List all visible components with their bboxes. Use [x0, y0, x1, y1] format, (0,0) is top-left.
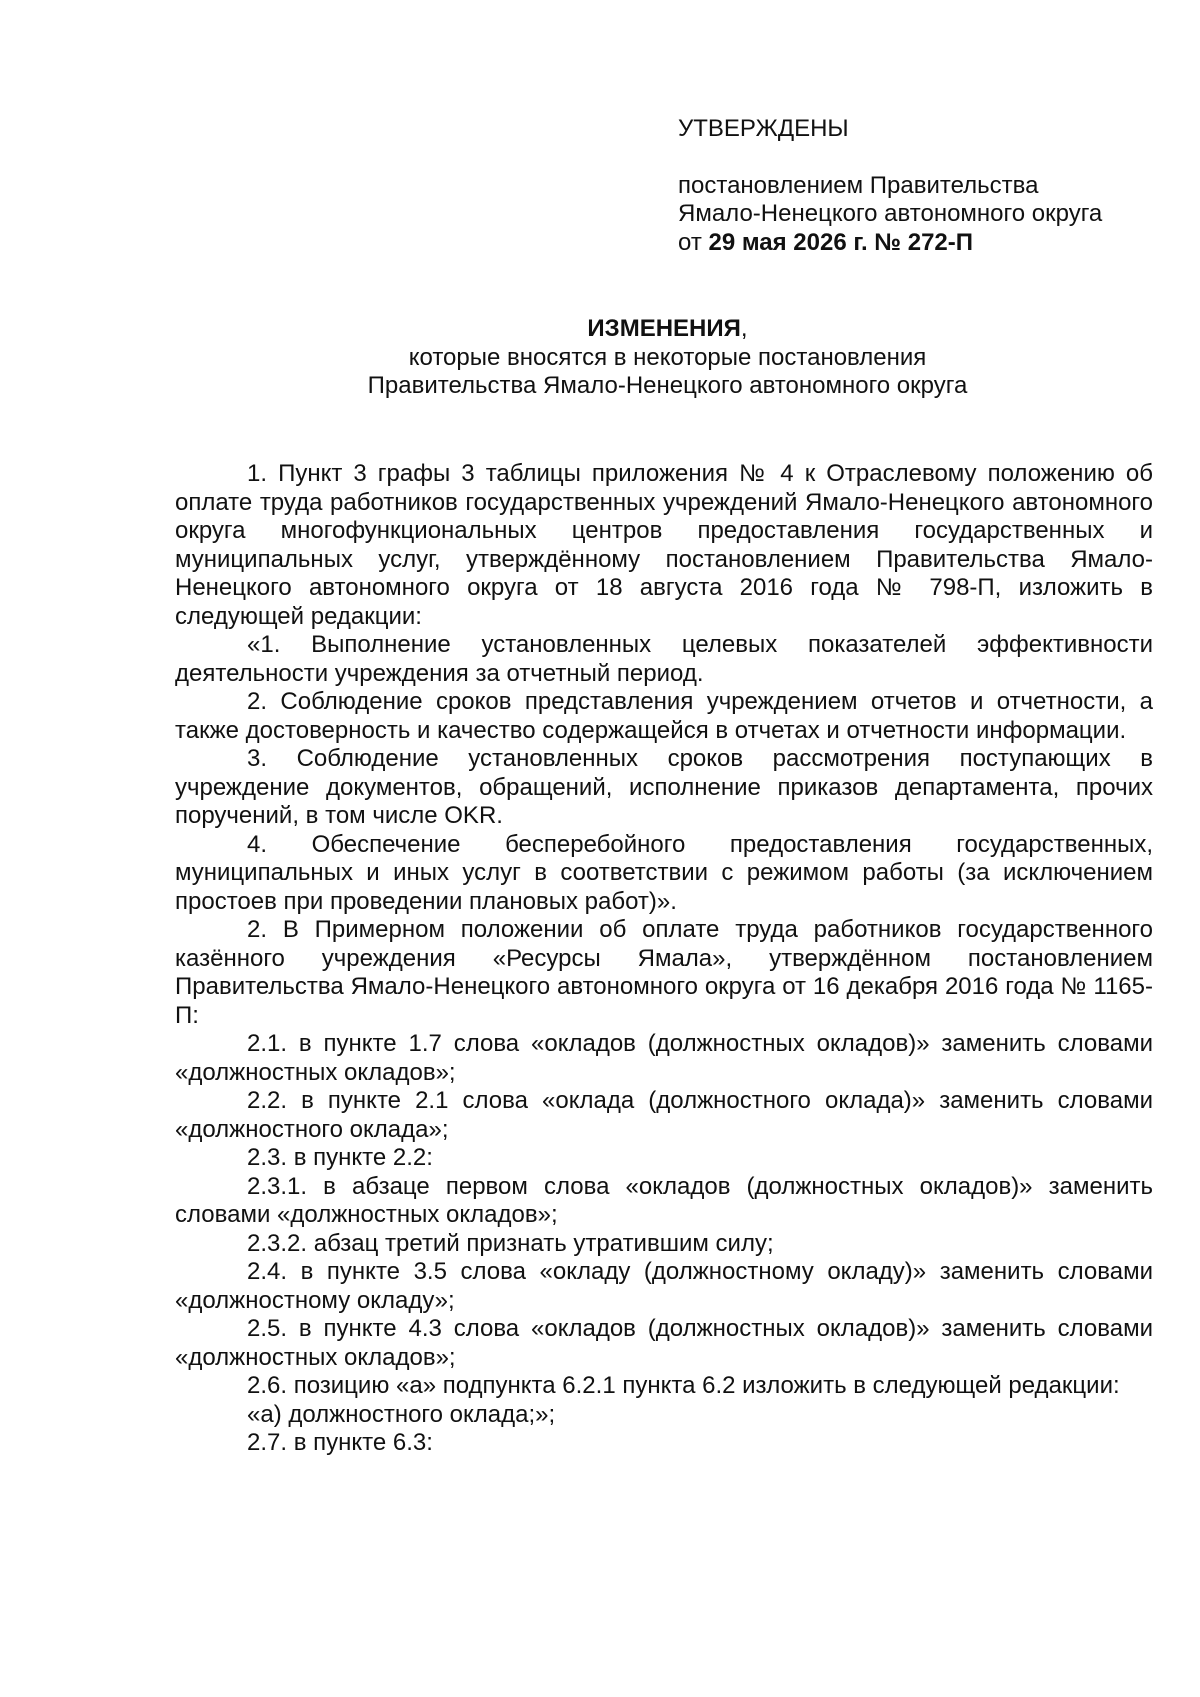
document-title: ИЗМЕНЕНИЯ — [587, 315, 741, 342]
document-title-line — [175, 315, 1160, 344]
document-body — [175, 460, 1153, 1458]
paragraph: 2.3.1. в абзаце первом слова «окладов (должностных окладов)» заменить словами «должностных окладов»; — [175, 1172, 1153, 1228]
paragraph: 2. Соблюдение сроков представления учреждением отчетов и отчетности, а также достоверность и качество содержащейся в отчетах и отчетности информации. — [175, 688, 1153, 744]
paragraph: 2.4. в пункте 3.5 слова «окладу (должностному окладу)» заменить словами «должностному окладу»; — [175, 1258, 1153, 1314]
paragraph: 2.5. в пункте 4.3 слова «окладов (должностных окладов)» заменить словами «должностных окладов»; — [175, 1315, 1153, 1371]
paragraph: 2.1. в пункте 1.7 слова «окладов (должностных окладов)» заменить словами «должностных окладов»; — [175, 1030, 1153, 1086]
approval-stamp — [678, 115, 1158, 257]
paragraph: «а) должностного оклада;»; — [247, 1400, 556, 1428]
approval-date-prefix: от — [678, 228, 702, 256]
paragraph: 4. Обеспечение бесперебойного предоставления государственных, муниципальных и иных услуг в соответствии с режимом работы (за исключением простоев при проведении плановых работ)». — [175, 830, 1153, 915]
paragraph: 2.6. позицию «а» подпункта 6.2.1 пункта 6.2 изложить в следующей редакции: — [247, 1372, 1120, 1399]
paragraph: «1. Выполнение установленных целевых показателей эффективности деятельности учреждения за отчетный период. — [175, 631, 1153, 687]
approval-line-1: постановлением Правительства — [678, 171, 1039, 199]
paragraph: 2.3.2. абзац третий признать утратившим силу; — [247, 1229, 774, 1257]
approval-title: УТВЕРЖДЕНЫ — [678, 115, 849, 142]
document-subtitle-1: которые вносятся в некоторые постановления — [408, 343, 927, 371]
paragraph: 3. Соблюдение установленных сроков рассмотрения поступающих в учреждение документов, обращений, исполнение приказов департамента, прочих поручений, в том числе OKR. — [175, 745, 1153, 829]
paragraph: 2.2. в пункте 2.1 слова «оклада (должностного оклада)» заменить словами «должностного оклада»; — [175, 1087, 1153, 1143]
approval-date-line — [678, 229, 1158, 258]
paragraph: 2.7. в пункте 6.3: — [247, 1429, 433, 1456]
approval-line-2: Ямало-Ненецкого автономного округа — [678, 200, 1103, 227]
document-subtitle-2: Правительства Ямало-Ненецкого автономного округа — [367, 372, 968, 399]
paragraph: 2. В Примерном положении об оплате труда работников государственного казённого учреждения «Ресурсы Ямала», утверждённом постановлением Правительства Ямало-Ненецкого автономного округа от 16 декабря 2016 года № 1165-П: — [175, 916, 1153, 1029]
paragraph: 1. Пункт 3 графы 3 таблицы приложения № 4 к Отраслевому положению об оплате труда работников государственных учреждений Ямало-Ненецкого автономного округа многофункциональных центров предоставления государственных и муниципальных услуг, утверждённому постановлением Правительства Ямало-Ненецкого автономного округа от 18 августа 2016 года № 798-П, изложить в следующей редакции: — [175, 460, 1153, 630]
document-title-comma: , — [740, 315, 748, 342]
approval-date-number: 29 мая 2026 г. № 272-П — [708, 228, 973, 256]
document-heading — [175, 315, 1160, 401]
paragraph: 2.3. в пункте 2.2: — [247, 1144, 433, 1171]
